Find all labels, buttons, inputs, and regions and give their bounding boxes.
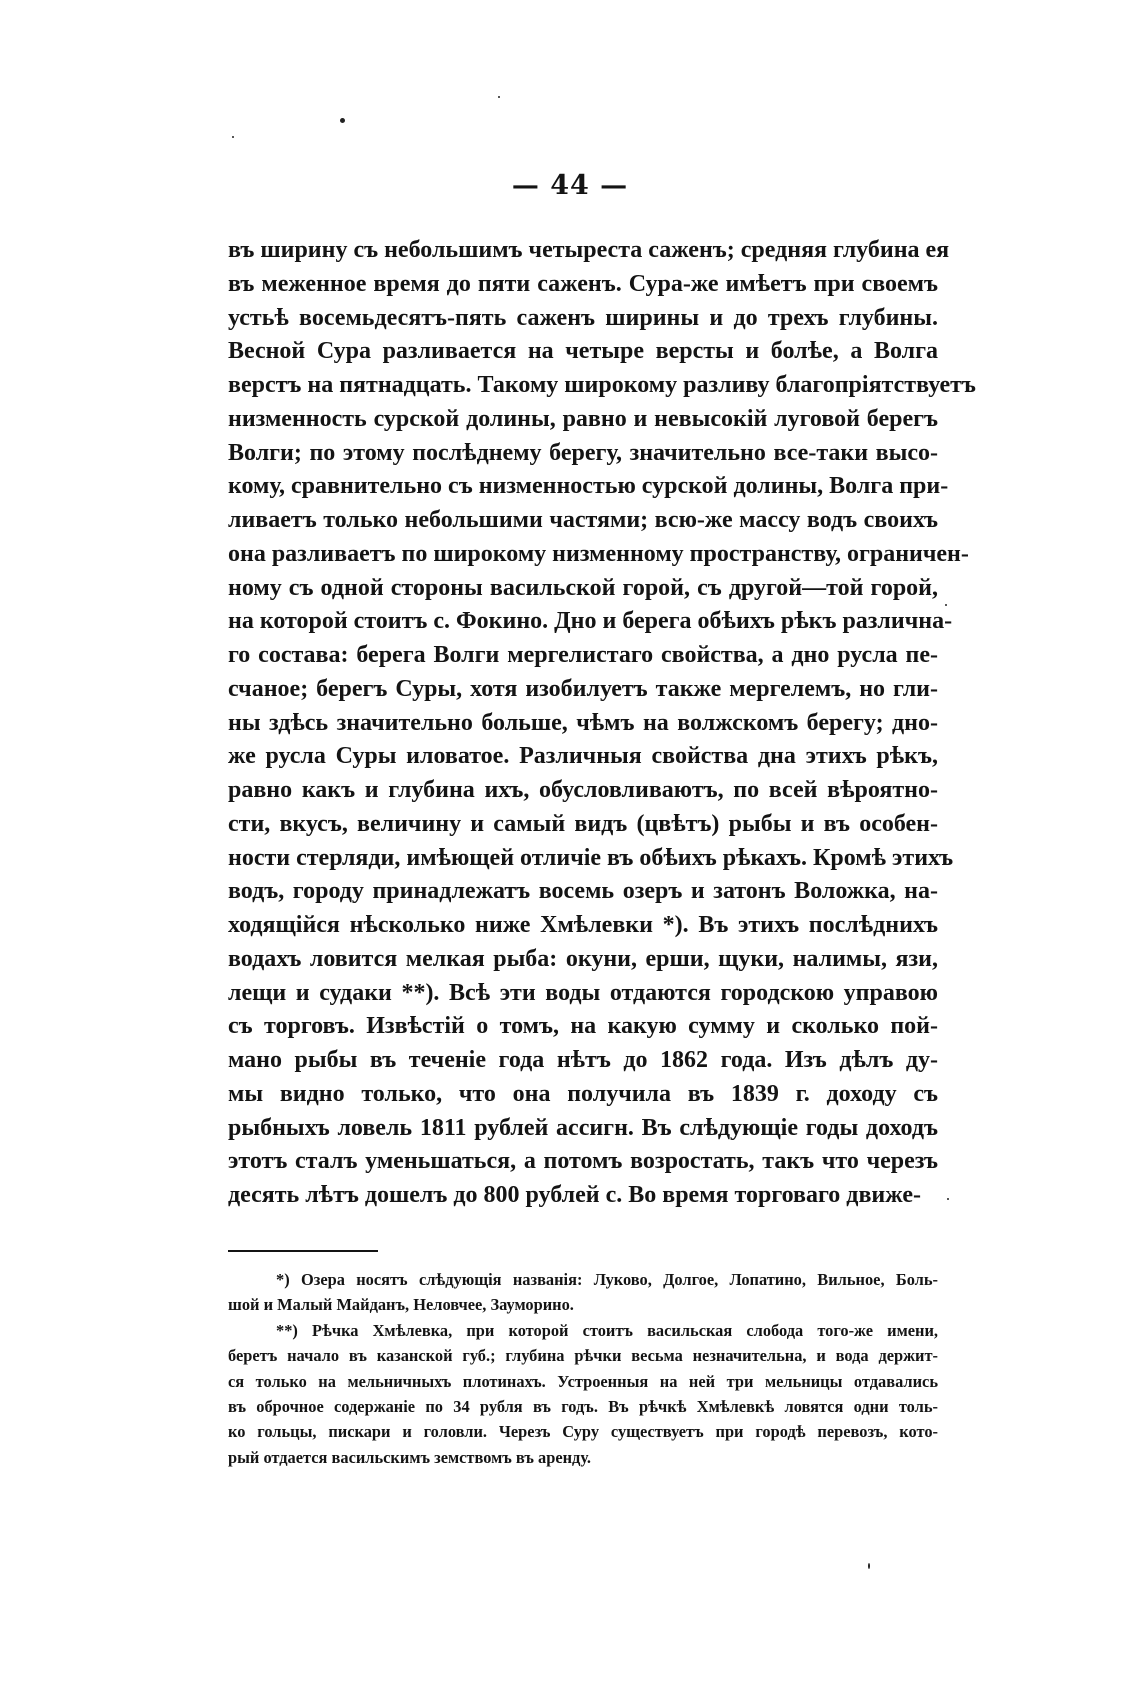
body-text xyxy=(228,234,976,1213)
page-number: — 44 — xyxy=(511,170,629,201)
footnote-line: въ оброчное содержаніе по 34 рубля въ годъ. Въ рѣчкѣ Хмѣлевкѣ ловятся одни толь- xyxy=(228,1396,938,1416)
text-line: равно какъ и глубина ихъ, обусловливаютъ, по всей вѣроятно- xyxy=(228,777,938,803)
footnote-line: ко гольцы, пискари и головли. Черезъ Суру существуетъ при городѣ перевозъ, кото- xyxy=(228,1422,938,1442)
text-line: этотъ сталъ уменьшаться, а потомъ возростать, такъ что черезъ xyxy=(228,1148,938,1175)
scan-speck xyxy=(945,604,947,606)
scan-speck xyxy=(340,118,345,123)
footnote-line: рый отдается васильскимъ земствомъ въ аренду. xyxy=(228,1447,591,1467)
footnote-line: шой и Малый Майданъ, Неловчее, Зауморино. xyxy=(228,1295,574,1315)
scan-speck xyxy=(232,136,234,138)
footnote-line: ся только на мельничныхъ плотинахъ. Устроенныя на ней три мельницы отдавались xyxy=(228,1371,938,1391)
text-line: же русла Суры иловатое. Различныя свойства дна этихъ рѣкъ, xyxy=(228,743,938,770)
text-line: счаное; берегъ Суры, хотя изобилуетъ также мергелемъ, но гли- xyxy=(228,675,938,702)
scan-speck xyxy=(868,1563,870,1569)
text-line: въ меженное время до пяти саженъ. Сура-же имѣетъ при своемъ xyxy=(228,270,938,297)
footnote-divider xyxy=(228,1250,378,1252)
footnote-line: **) Рѣчка Хмѣлевка, при которой стоитъ васильская слобода того-же имени, xyxy=(276,1320,938,1340)
text-line: устьѣ восемьдесятъ-пять саженъ ширины и до трехъ глубины. xyxy=(228,304,938,331)
text-line: ходящійся нѣсколько ниже Хмѣлевки *). Въ этихъ послѣднихъ xyxy=(228,912,938,938)
footnote-line: *) Озера носятъ слѣдующія названія: Луково, Долгое, Лопатино, Вильное, Боль- xyxy=(276,1270,938,1289)
footnote-khmelevka xyxy=(228,1318,938,1470)
text-line: низменность сурской долины, равно и невысокій луговой берегъ xyxy=(228,405,938,432)
text-line: рыбныхъ ловель 1811 рублей ассигн. Въ слѣдующіе годы доходъ xyxy=(228,1114,938,1141)
text-line: на которой стоитъ с. Фокино. Дно и берега обѣихъ рѣкъ различна- xyxy=(228,608,953,635)
text-line: Волги; по этому послѣднему берегу, значительно все-таки высо- xyxy=(228,439,938,466)
text-line: мано рыбы въ теченіе года нѣтъ до 1862 года. Изъ дѣлъ ду- xyxy=(228,1047,938,1073)
text-line: она разливаетъ по широкому низменному пространству, ограничен- xyxy=(228,540,969,567)
text-line: го состава: берега Волги мергелистаго свойства, а дно русла пе- xyxy=(228,642,938,668)
footnotes xyxy=(228,1267,938,1470)
text-line: въ ширину съ небольшимъ четыреста саженъ; средняя глубина ея xyxy=(228,237,950,263)
text-line: съ торговъ. Извѣстій о томъ, на какую сумму и сколько пой- xyxy=(228,1013,938,1040)
text-line: Весной Сура разливается на четыре версты и болѣе, а Волга xyxy=(228,338,938,365)
text-line: лещи и судаки **). Всѣ эти воды отдаются городскою управою xyxy=(228,979,938,1006)
text-line: ливаетъ только небольшими частями; всю-же массу водъ своихъ xyxy=(228,507,938,533)
text-line: верстъ на пятнадцать. Такому широкому разливу благопріятствуетъ xyxy=(228,372,976,398)
text-line: водъ, городу принадлежатъ восемь озеръ и затонъ Воложка, на- xyxy=(228,878,938,905)
scan-speck xyxy=(947,1198,949,1200)
text-line: водахъ ловится мелкая рыба: окуни, ерши, щуки, налимы, язи, xyxy=(228,945,938,972)
footnote-line: беретъ начало въ казанской губ.; глубина рѣчки весьма незначительна, и вода держит- xyxy=(228,1346,938,1366)
text-line: ности стерляди, имѣющей отличіе въ обѣихъ рѣкахъ. Кромѣ этихъ xyxy=(228,844,954,871)
text-line: мы видно только, что она получила въ 1839 г. доходу съ xyxy=(228,1080,938,1107)
text-line: кому, сравнительно съ низменностью сурской долины, Волга при- xyxy=(228,473,949,500)
text-line: сти, вкусъ, величину и самый видъ (цвѣтъ) рыбы и въ особен- xyxy=(228,810,938,837)
text-line: ному съ одной стороны васильской горой, съ другой—той горой, xyxy=(228,574,938,601)
scan-speck xyxy=(498,96,500,98)
text-line: ны здѣсь значительно больше, чѣмъ на волжскомъ берегу; дно- xyxy=(228,709,938,736)
footnote-lakes xyxy=(228,1267,938,1318)
text-line: десять лѣтъ дошелъ до 800 рублей с. Во время торговаго движе- xyxy=(228,1182,921,1208)
